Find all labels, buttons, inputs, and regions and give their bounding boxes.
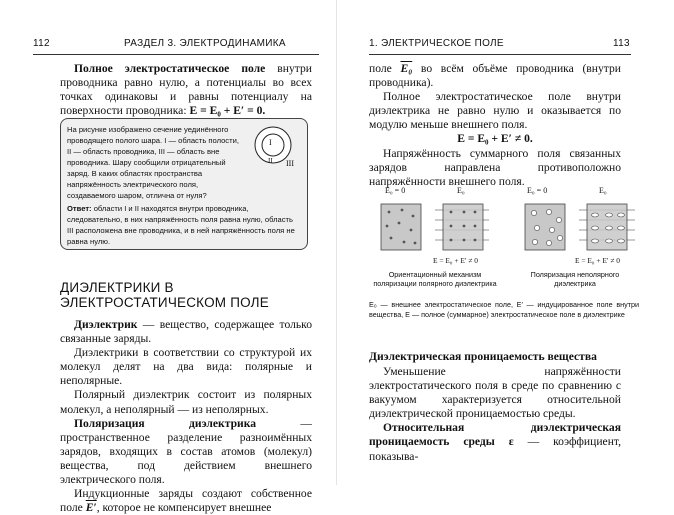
p5-a: Индукционные заряды создают собственное поле: [60, 487, 312, 515]
p2: Диэлектрики в соответствии со структурой их молекул делят на два вида: полярные и неполярные.: [60, 346, 312, 388]
running-header-right: 1. ЭЛЕКТРИЧЕСКОЕ ПОЛЕ: [369, 38, 504, 49]
caption-polar: Ориентационный механизм поляризации полярного диэлектрика: [373, 270, 497, 288]
p5-b: , которое не компенсирует внешнее: [96, 501, 272, 515]
fig-label-e0-zero-2: E₀ = 0: [527, 186, 548, 195]
caption-nonpolar: Поляризация неполярного диэлектрика: [530, 270, 620, 288]
header-rule-right: [369, 54, 631, 55]
left-intro: [60, 62, 312, 118]
fig-label-sum-1: E = E₀ + E′ ≠ 0: [433, 256, 478, 265]
rp1-b: во всём объёме проводника (внутри проводника).: [369, 62, 621, 90]
right-bottom: [369, 336, 621, 464]
running-header-left: РАЗДЕЛ 3. ЭЛЕКТРОДИНАМИКА: [124, 38, 286, 49]
right-top: [369, 62, 621, 189]
subheading: Диэлектрическая проницаемость вещества: [369, 350, 597, 363]
fig-label-sum-2: E = E₀ + E′ ≠ 0: [575, 256, 620, 265]
dielectric-figures: [369, 186, 659, 278]
left-body: [60, 258, 312, 515]
p5-vec: E′: [85, 501, 97, 515]
region-label-II: II: [268, 157, 273, 165]
header-rule-left: [33, 54, 319, 55]
page-number-right: 113: [613, 38, 630, 49]
box-answer: [67, 203, 301, 247]
region-label-III: III: [286, 159, 294, 168]
right-page: [337, 0, 674, 485]
fig-label-e0-zero-1: E₀ = 0: [385, 186, 406, 195]
right-equation: E = E₀ + E′ ≠ 0.: [457, 132, 533, 146]
figure-note: E₀ — внешнее электростатическое поле, E′ — индуцированное поле внутри вещества, E — полное (суммарное) электростатическое поле в диэлектрике: [369, 300, 639, 319]
section-title: ДИЭЛЕКТРИКИ В ЭЛЕКТРОСТАТИЧЕСКОМ ПОЛЕ: [60, 280, 269, 310]
fig-label-e0-2: E₀: [599, 186, 607, 195]
rp5-text: — коэффициент, показыва-: [369, 435, 621, 463]
rp4: Уменьшение напряжённости электростатического поля в среде по сравнению с вакуумом характеризуется относительной диэлектрической проницаемостью среды.: [369, 365, 621, 421]
p4-text: — пространственное разделение разноимённых зарядов, входящих в состав атомов (молекул) вещества, под действием внешнего электрического поля.: [60, 416, 312, 487]
dielectric-diagrams: [369, 198, 659, 264]
intro-equation: E = E₀ + E′ = 0.: [189, 104, 266, 118]
answer-label: Ответ:: [67, 204, 92, 213]
fig-label-e0-1: E₀: [457, 186, 465, 195]
page-number-left: 112: [33, 38, 50, 49]
rp1-vec: E₀: [400, 62, 413, 75]
answer-text: области I и II находятся внутри проводника, следовательно, в них напряжённость поля равна нулю, область III расположена вне проводника, и в ней напряжённость поля не равна нулю.: [67, 204, 295, 246]
intro-text: внутри проводника равно нулю, а потенциалы во всех точках одинаковы и равны потенциалу на поверхности проводника:: [60, 62, 312, 118]
rp5-term: Относительная диэлектрическая проницаемость среды ε: [369, 421, 621, 449]
example-box: [60, 118, 308, 250]
p1-text: — вещество, содержащее только связанные заряды.: [60, 318, 312, 346]
p3: Полярный диэлектрик состоит из полярных молекул, а неполярный — из неполярных.: [60, 388, 312, 416]
rp1-a: поле: [369, 62, 401, 75]
box-question: На рисунке изображено сечение уединённого проводящего полого шара. I — область полости, II — область проводника, III — область вне проводника. Шару сообщили отрицательный заряд. В каких областях пространства напряжённость электрического поля, создаваемого шаром, отлична от нуля?: [67, 125, 239, 200]
intro-term: Полное электростатическое поле: [74, 62, 266, 75]
rp2: Полное электростатическое поле внутри диэлектрика не равно нулю и оказывается по модулю меньше внешнего поля.: [369, 90, 621, 132]
rp3: Напряжённость суммарного поля связанных зарядов направлена противоположно напряжённости внешнего поля.: [369, 146, 621, 188]
p4-term: Поляризация диэлектрика: [74, 416, 256, 430]
p1-term: Диэлектрик: [74, 318, 138, 331]
region-label-I: I: [269, 138, 272, 147]
